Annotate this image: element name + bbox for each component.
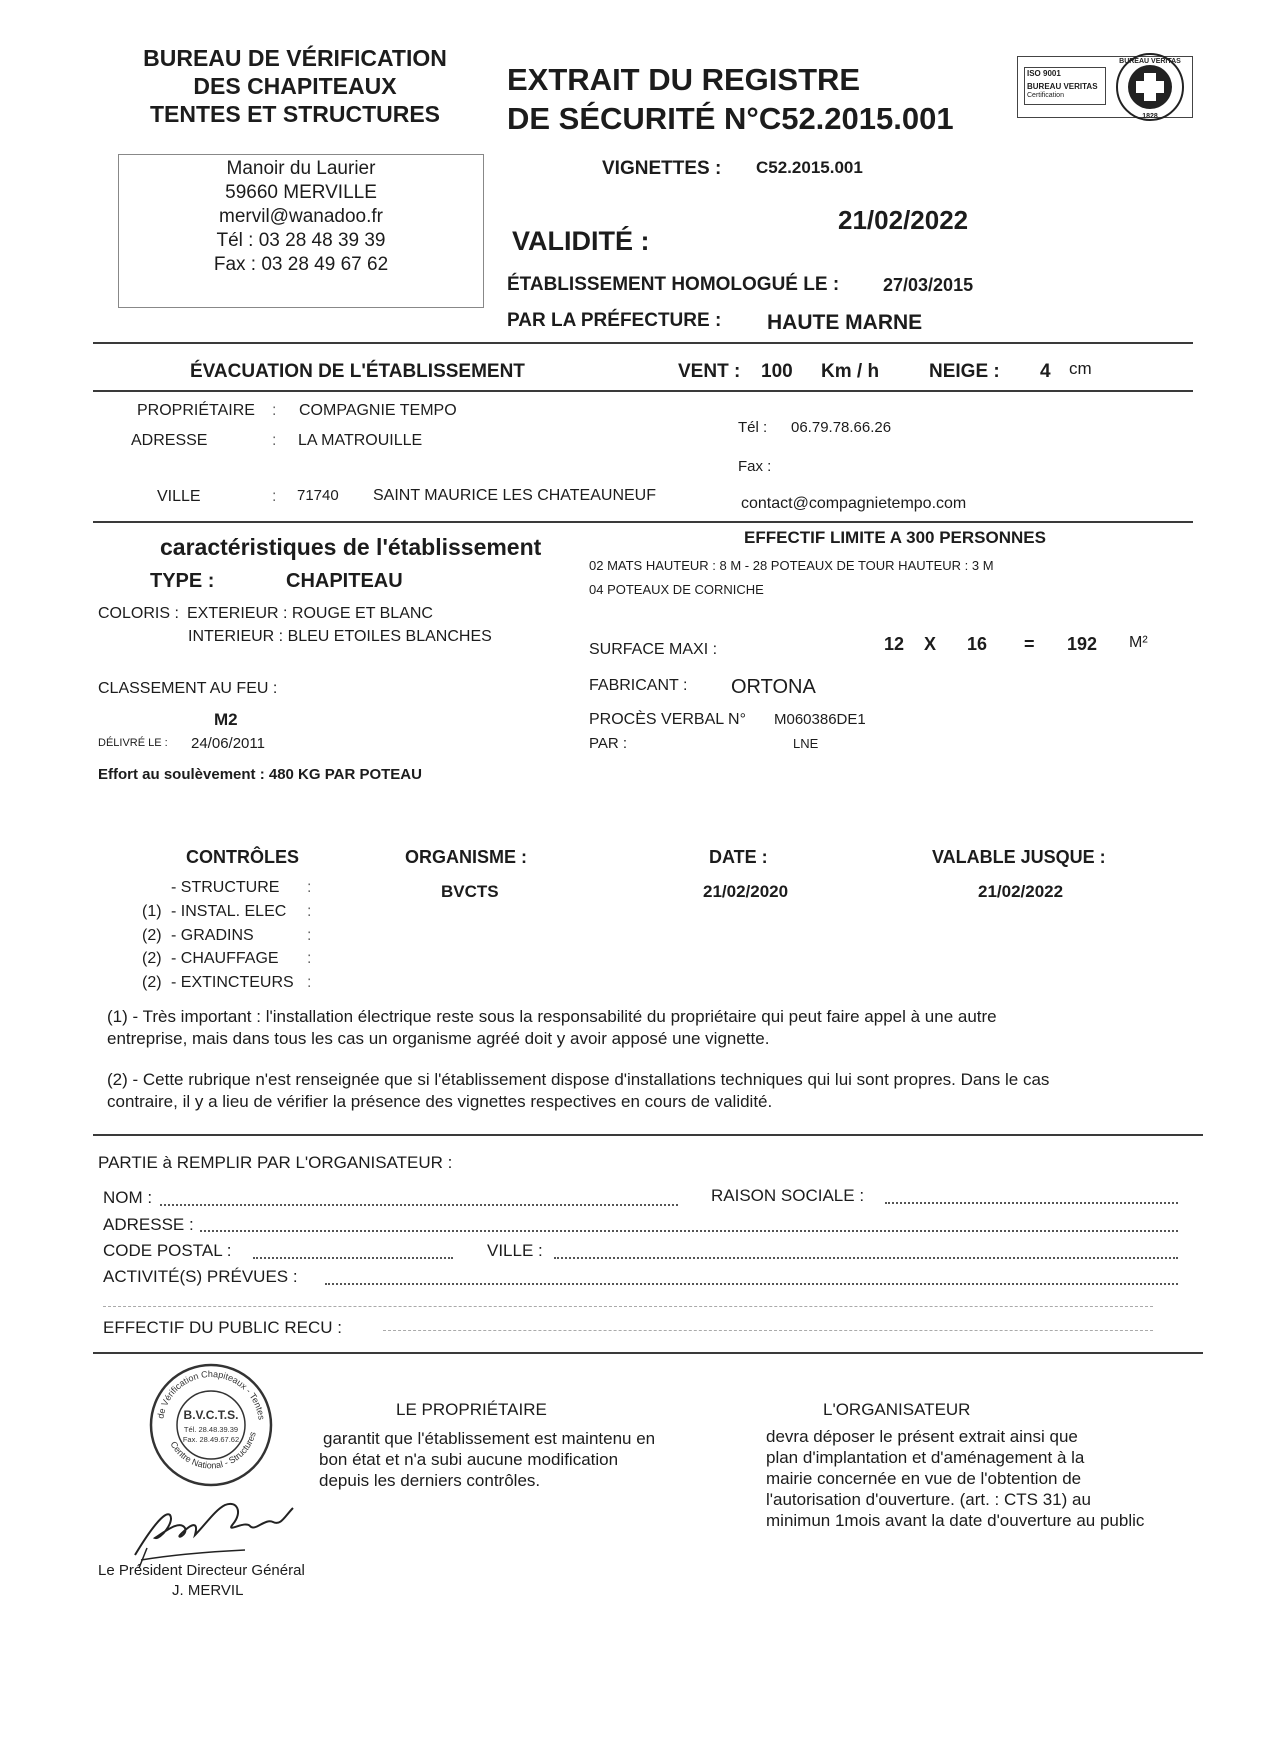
colon: : [307,927,312,944]
activites-label: ACTIVITÉ(S) PRÉVUES : [103,1267,298,1286]
proprietaire-value: COMPAGNIE TEMPO [299,402,457,419]
validite-value: 21/02/2022 [838,205,969,235]
nom-label: NOM : [103,1188,153,1207]
coloris-interieur: INTERIEUR : BLEU ETOILES BLANCHES [188,628,492,645]
delivre-value: 24/06/2011 [191,735,265,752]
note-1 [107,1006,997,1050]
organisateur-sign-line: plan d'implantation et d'aménagement à la [766,1448,1085,1467]
bureau-address-box [118,154,484,308]
row-label: - EXTINCTEURS [171,974,294,991]
stamp-fax: Fax. 28.49.67.62 [182,1435,240,1444]
ville-postcode: 71740 [297,487,339,504]
row-note: (2) [142,974,162,991]
fabricant-label: FABRICANT : [589,677,688,694]
organisateur-sign-line: mairie concernée en vue de l'obtention de [766,1469,1082,1488]
organisme-header: ORGANISME : [405,847,528,867]
bureau-title-line: BUREAU DE VÉRIFICATION [143,45,447,71]
surface-width: 12 [884,634,905,654]
iso-label: ISO 9001 [1027,69,1061,78]
certification-label: Certification [1027,92,1064,99]
adresse-label: ADRESSE [131,432,208,449]
controles-header: CONTRÔLES [186,847,300,867]
note-line: contraire, il y a lieu de vérifier la présence des vignettes respectives en cours de validité. [107,1092,773,1111]
bureau-veritas-seal-icon [1114,51,1186,123]
adresse-value: LA MATROUILLE [298,432,423,449]
stamp-ring-top: de Vérification Chapiteaux - Tentes [155,1368,267,1421]
classement-value: M2 [214,710,238,729]
row-note: (1) [142,903,162,920]
tel-label: Tél : [738,419,768,436]
adresse-field[interactable] [200,1230,1178,1232]
organisateur-sign-line: l'autorisation d'ouverture. (art. : CTS 31) au [766,1490,1091,1509]
address-line: Manoir du Laurier [226,158,376,179]
stamp-tel: Tél. 28.48.39.39 [183,1425,239,1434]
colon: : [307,903,312,920]
adresse-form-label: ADRESSE : [103,1215,194,1234]
proprietaire-sign-line: depuis les derniers contrôles. [319,1471,541,1490]
type-value: CHAPITEAU [286,570,403,592]
prefecture-value: HAUTE MARNE [767,311,923,334]
proprietaire-sign-text [319,1428,655,1491]
surface-equals: = [1024,634,1035,654]
note-line: (2) - Cette rubrique n'est renseignée que si l'établissement dispose d'installations techniques qui lui sont propres. Dans le cas [107,1070,1050,1089]
bureau-veritas-label: BUREAU VERITAS [1027,82,1098,91]
registre-title-line1: EXTRAIT DU REGISTRE [507,62,861,97]
validite-label: VALIDITÉ : [512,226,650,256]
surface-length: 16 [967,634,988,654]
stamp-name: B.V.C.T.S. [183,1408,239,1422]
address-line: Fax : 03 28 49 67 62 [213,254,389,275]
colon: : [307,950,312,967]
mats-line: 04 POTEAUX DE CORNICHE [589,582,764,597]
row-label: - CHAUFFAGE [171,950,279,967]
registre-title-line2: DE SÉCURITÉ N°C52.2015.001 [507,101,954,136]
vignettes-value: C52.2015.001 [756,158,863,177]
address-line: mervil@wanadoo.fr [219,206,383,227]
homologue-label: ÉTABLISSEMENT HOMOLOGUÉ LE : [507,274,840,295]
seal-text: BUREAU VERITAS [1119,58,1181,65]
proprietaire-sign-line: bon état et n'a subi aucune modification [319,1450,619,1469]
seal-year: 1828 [1142,113,1158,120]
row-organisme: BVCTS [441,882,499,901]
divider [93,390,1193,392]
colon: : [307,974,312,991]
ville-field[interactable] [554,1257,1178,1259]
row-label: - STRUCTURE [171,879,280,896]
surface-unit: M² [1129,634,1148,651]
fabricant-value: ORTONA [731,676,816,698]
address-line: 59660 MERVILLE [225,182,377,203]
activites-field[interactable] [325,1283,1178,1285]
bureau-title-line: TENTES ET STRUCTURES [149,101,441,127]
code-postal-label: CODE POSTAL : [103,1241,232,1260]
president-name: J. MERVIL [172,1582,244,1599]
effectif-limite: EFFECTIF LIMITE A 300 PERSONNES [744,528,1046,547]
colon: : [272,488,277,505]
note-line: entreprise, mais dans tous les cas un organisme agréé doit y avoir apposé une vignette. [107,1029,770,1048]
stamp-ring-bottom: Centre National - Structures [168,1430,258,1471]
divider [93,1352,1203,1354]
row-note: (2) [142,950,162,967]
row-label: - GRADINS [171,927,254,944]
colon: : [272,432,277,449]
divider [93,521,1193,523]
organisateur-sign-line: devra déposer le présent extrait ainsi que [766,1427,1078,1446]
proprietaire-label: PROPRIÉTAIRE [137,402,255,419]
row-date: 21/02/2020 [703,882,789,901]
proprietaire-sign-line: garantit que l'établissement est maintenu en [323,1429,656,1448]
ville-value: SAINT MAURICE LES CHATEAUNEUF [373,487,657,504]
type-label: TYPE : [150,570,215,592]
proces-verbal-value: M060386DE1 [774,711,866,728]
proces-verbal-label: PROCÈS VERBAL N° [589,711,746,728]
vent-unit: Km / h [821,361,880,382]
row-note: (2) [142,927,162,944]
neige-unit: cm [1069,359,1092,378]
effectif-public-field[interactable] [383,1330,1153,1331]
note-line: (1) - Très important : l'installation électrique reste sous la responsabilité du propriétaire qui peut faire appel à une autre [107,1007,997,1026]
mats-line: 02 MATS HAUTEUR : 8 M - 28 POTEAUX DE TOUR HAUTEUR : 3 M [589,558,994,573]
homologue-value: 27/03/2015 [883,275,974,295]
bureau-title [120,44,470,128]
row-valable: 21/02/2022 [978,882,1064,901]
colon: : [272,402,277,419]
code-postal-field[interactable] [253,1257,453,1259]
classement-label: CLASSEMENT AU FEU : [98,680,278,697]
raison-sociale-label: RAISON SOCIALE : [711,1186,865,1205]
surface-label: SURFACE MAXI : [589,641,718,658]
evacuation-title: ÉVACUATION DE L'ÉTABLISSEMENT [190,361,525,382]
surface-times: X [924,634,937,654]
par-label: PAR : [589,735,628,752]
address-line: Tél : 03 28 48 39 39 [216,230,386,251]
vent-value: 100 [761,361,793,382]
coloris-label: COLORIS : [98,605,179,622]
bvcts-stamp-icon [148,1362,274,1488]
activites-field-extra[interactable] [103,1306,1153,1307]
date-header: DATE : [709,847,768,867]
organisateur-sign-text [766,1426,1144,1531]
valable-header: VALABLE JUSQUE : [932,847,1106,867]
organisateur-form-title: PARTIE à REMPLIR PAR L'ORGANISATEUR : [98,1153,453,1172]
neige-value: 4 [1040,361,1051,382]
colon: : [307,879,312,896]
president-title: Le Président Directeur Général [98,1562,305,1579]
certification-logo [1017,56,1193,118]
effort-soulevement: Effort au soulèvement : 480 KG PAR POTEAU [98,766,422,783]
neige-label: NEIGE : [929,361,1000,382]
email-value: contact@compagnietempo.com [741,495,967,512]
bureau-title-line: DES CHAPITEAUX [193,73,397,99]
ville-label: VILLE [157,488,201,505]
coloris-exterieur: EXTERIEUR : ROUGE ET BLANC [187,605,433,622]
tel-value: 06.79.78.66.26 [791,419,892,436]
effectif-public-label: EFFECTIF DU PUBLIC RECU : [103,1318,342,1337]
handwritten-signature [125,1490,305,1570]
vent-label: VENT : [678,361,741,382]
row-label: - INSTAL. ELEC [171,903,287,920]
raison-sociale-field[interactable] [885,1202,1178,1204]
surface-total: 192 [1067,634,1098,654]
ville-form-label: VILLE : [487,1241,543,1260]
fax-label: Fax : [738,458,772,475]
organisateur-sign-line: minimun 1mois avant la date d'ouverture au public [766,1511,1145,1530]
delivre-label: DÉLIVRÉ LE : [98,737,168,749]
proprietaire-sign-title: LE PROPRIÉTAIRE [396,1400,547,1419]
organisateur-sign-title: L'ORGANISATEUR [823,1400,971,1419]
note-2 [107,1069,1049,1113]
par-value: LNE [793,736,819,751]
caracteristiques-title: caractéristiques de l'établissement [160,534,542,560]
divider [93,1134,1203,1136]
nom-field[interactable] [160,1204,678,1206]
divider [93,342,1193,344]
prefecture-label: PAR LA PRÉFECTURE : [507,310,722,331]
vignettes-label: VIGNETTES : [602,158,722,179]
